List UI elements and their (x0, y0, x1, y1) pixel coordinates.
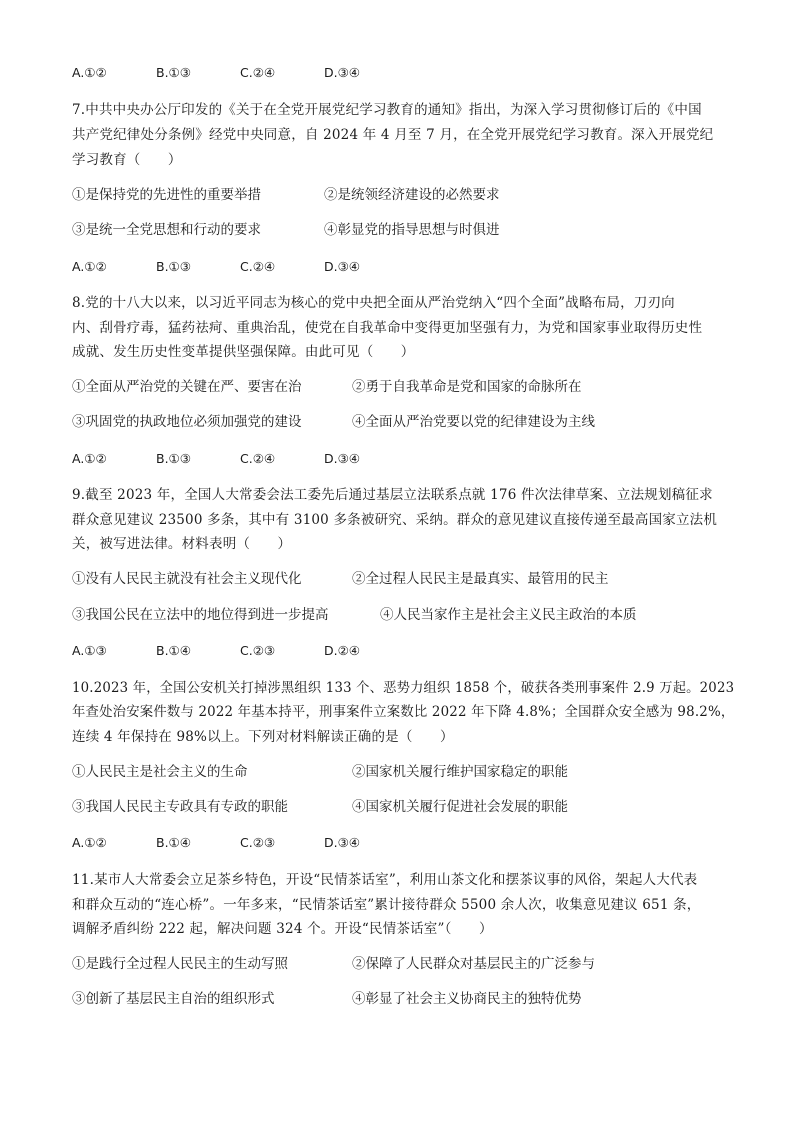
question-8-stem-line: 成就、发生历史性变革提供坚强保障。由此可见（ ） (72, 344, 415, 360)
answer-option[interactable]: C.②③ (240, 835, 276, 850)
statement: ④国家机关履行促进社会发展的职能 (352, 799, 568, 815)
answer-option[interactable]: C.②③ (240, 643, 276, 658)
answer-option[interactable]: B.①③ (156, 259, 191, 274)
question-7-stem-line: 学习教育（ ） (72, 152, 182, 168)
question-10-stem-line: 年查处治安案件数与 2022 年基本持平，刑事案件立案数比 2022 年下降 4.8%；全国群众安全感为 98.2%， (72, 704, 735, 720)
answer-option[interactable]: C.②④ (240, 451, 276, 466)
answer-option[interactable]: C.②④ (240, 65, 276, 80)
answer-option[interactable]: B.①③ (156, 451, 191, 466)
answer-option[interactable]: B.①③ (156, 65, 191, 80)
statement: ②国家机关履行维护国家稳定的职能 (352, 764, 568, 780)
statement: ④全面从严治党要以党的纪律建设为主线 (352, 414, 595, 430)
statement: ①是保持党的先进性的重要举措 (72, 187, 261, 203)
question-8-stem-line: 内、刮骨疗毒，猛药祛疴、重典治乱，使党在自我革命中变得更加坚强有力，为党和国家事业取得历史性 (72, 320, 703, 336)
question-9-stem-line: 群众意见建议 23500 多条，其中有 3100 多条被研究、采纳。群众的意见建议直接传递至最高国家立法机 (72, 512, 718, 528)
answer-option[interactable]: A.①② (72, 451, 107, 466)
question-10-stem-line: 连续 4 年保持在 98%以上。下列对材料解读正确的是（ ） (72, 729, 454, 745)
statement: ②全过程人民民主是最真实、最管用的民主 (352, 571, 609, 587)
statement: ②保障了人民群众对基层民主的广泛参与 (352, 956, 595, 972)
answer-option[interactable]: A.①③ (72, 643, 107, 658)
statement: ②勇于自我革命是党和国家的命脉所在 (352, 379, 582, 395)
answer-option[interactable]: D.③④ (324, 451, 361, 466)
statement: ①全面从严治党的关键在严、要害在治 (72, 379, 302, 395)
statement: ④彰显了社会主义协商民主的独特优势 (352, 991, 582, 1007)
question-9-stem-line: 9.截至 2023 年，全国人大常委会法工委先后通过基层立法联系点就 176 件次法律草案、立法规划稿征求 (72, 487, 713, 503)
question-11-stem-line: 11.某市人大常委会立足茶乡特色，开设“民情茶话室”，利用山茶文化和摆茶议事的风俗，架起人大代表 (72, 872, 698, 888)
statement: ③巩固党的执政地位必须加强党的建设 (72, 414, 302, 430)
statement: ④彰显党的指导思想与时俱进 (324, 222, 500, 238)
answer-option[interactable]: D.②④ (324, 643, 361, 658)
statement: ③是统一全党思想和行动的要求 (72, 222, 261, 238)
statement: ①没有人民民主就没有社会主义现代化 (72, 571, 302, 587)
statement: ③创新了基层民主自治的组织形式 (72, 991, 275, 1007)
statement: ③我国公民在立法中的地位得到进一步提高 (72, 607, 329, 623)
answer-option[interactable]: D.③④ (324, 65, 361, 80)
question-10-stem-line: 10.2023 年，全国公安机关打掉涉黑组织 133 个、恶势力组织 1858 个，破获各类刑事案件 2.9 万起。2023 (72, 680, 735, 696)
statement: ①是践行全过程人民民主的生动写照 (72, 956, 288, 972)
answer-option[interactable]: A.①② (72, 259, 107, 274)
question-9-stem-line: 关，被写进法律。材料表明（ ） (72, 536, 292, 552)
statement: ①人民民主是社会主义的生命 (72, 764, 248, 780)
answer-option[interactable]: C.②④ (240, 259, 276, 274)
answer-option[interactable]: D.③④ (324, 259, 361, 274)
answer-option[interactable]: A.①② (72, 65, 107, 80)
statement: ④人民当家作主是社会主义民主政治的本质 (380, 607, 637, 623)
answer-option[interactable]: B.①④ (156, 835, 191, 850)
answer-option[interactable]: A.①② (72, 835, 107, 850)
answer-option[interactable]: D.③④ (324, 835, 361, 850)
question-7-stem-line: 7.中共中央办公厅印发的《关于在全党开展党纪学习教育的通知》指出，为深入学习贯彻修订后的《中国 (72, 102, 702, 118)
question-8-stem-line: 8.党的十八大以来，以习近平同志为核心的党中央把全面从严治党纳入“四个全面”战略布局，刀刃向 (72, 295, 675, 311)
question-11-stem-line: 和群众互动的“连心桥”。一年多来，“民情茶话室”累计接待群众 5500 余人次，收集意见建议 651 条， (72, 897, 701, 913)
answer-option[interactable]: B.①④ (156, 643, 191, 658)
question-11-stem-line: 调解矛盾纠纷 222 起，解决问题 324 个。开设“民情茶话室”（ ） (72, 921, 493, 937)
statement: ②是统领经济建设的必然要求 (324, 187, 500, 203)
question-7-stem-line: 共产党纪律处分条例》经党中央同意，自 2024 年 4 月至 7 月，在全党开展党纪学习教育。深入开展党纪 (72, 127, 714, 143)
statement: ③我国人民民主专政具有专政的职能 (72, 799, 288, 815)
